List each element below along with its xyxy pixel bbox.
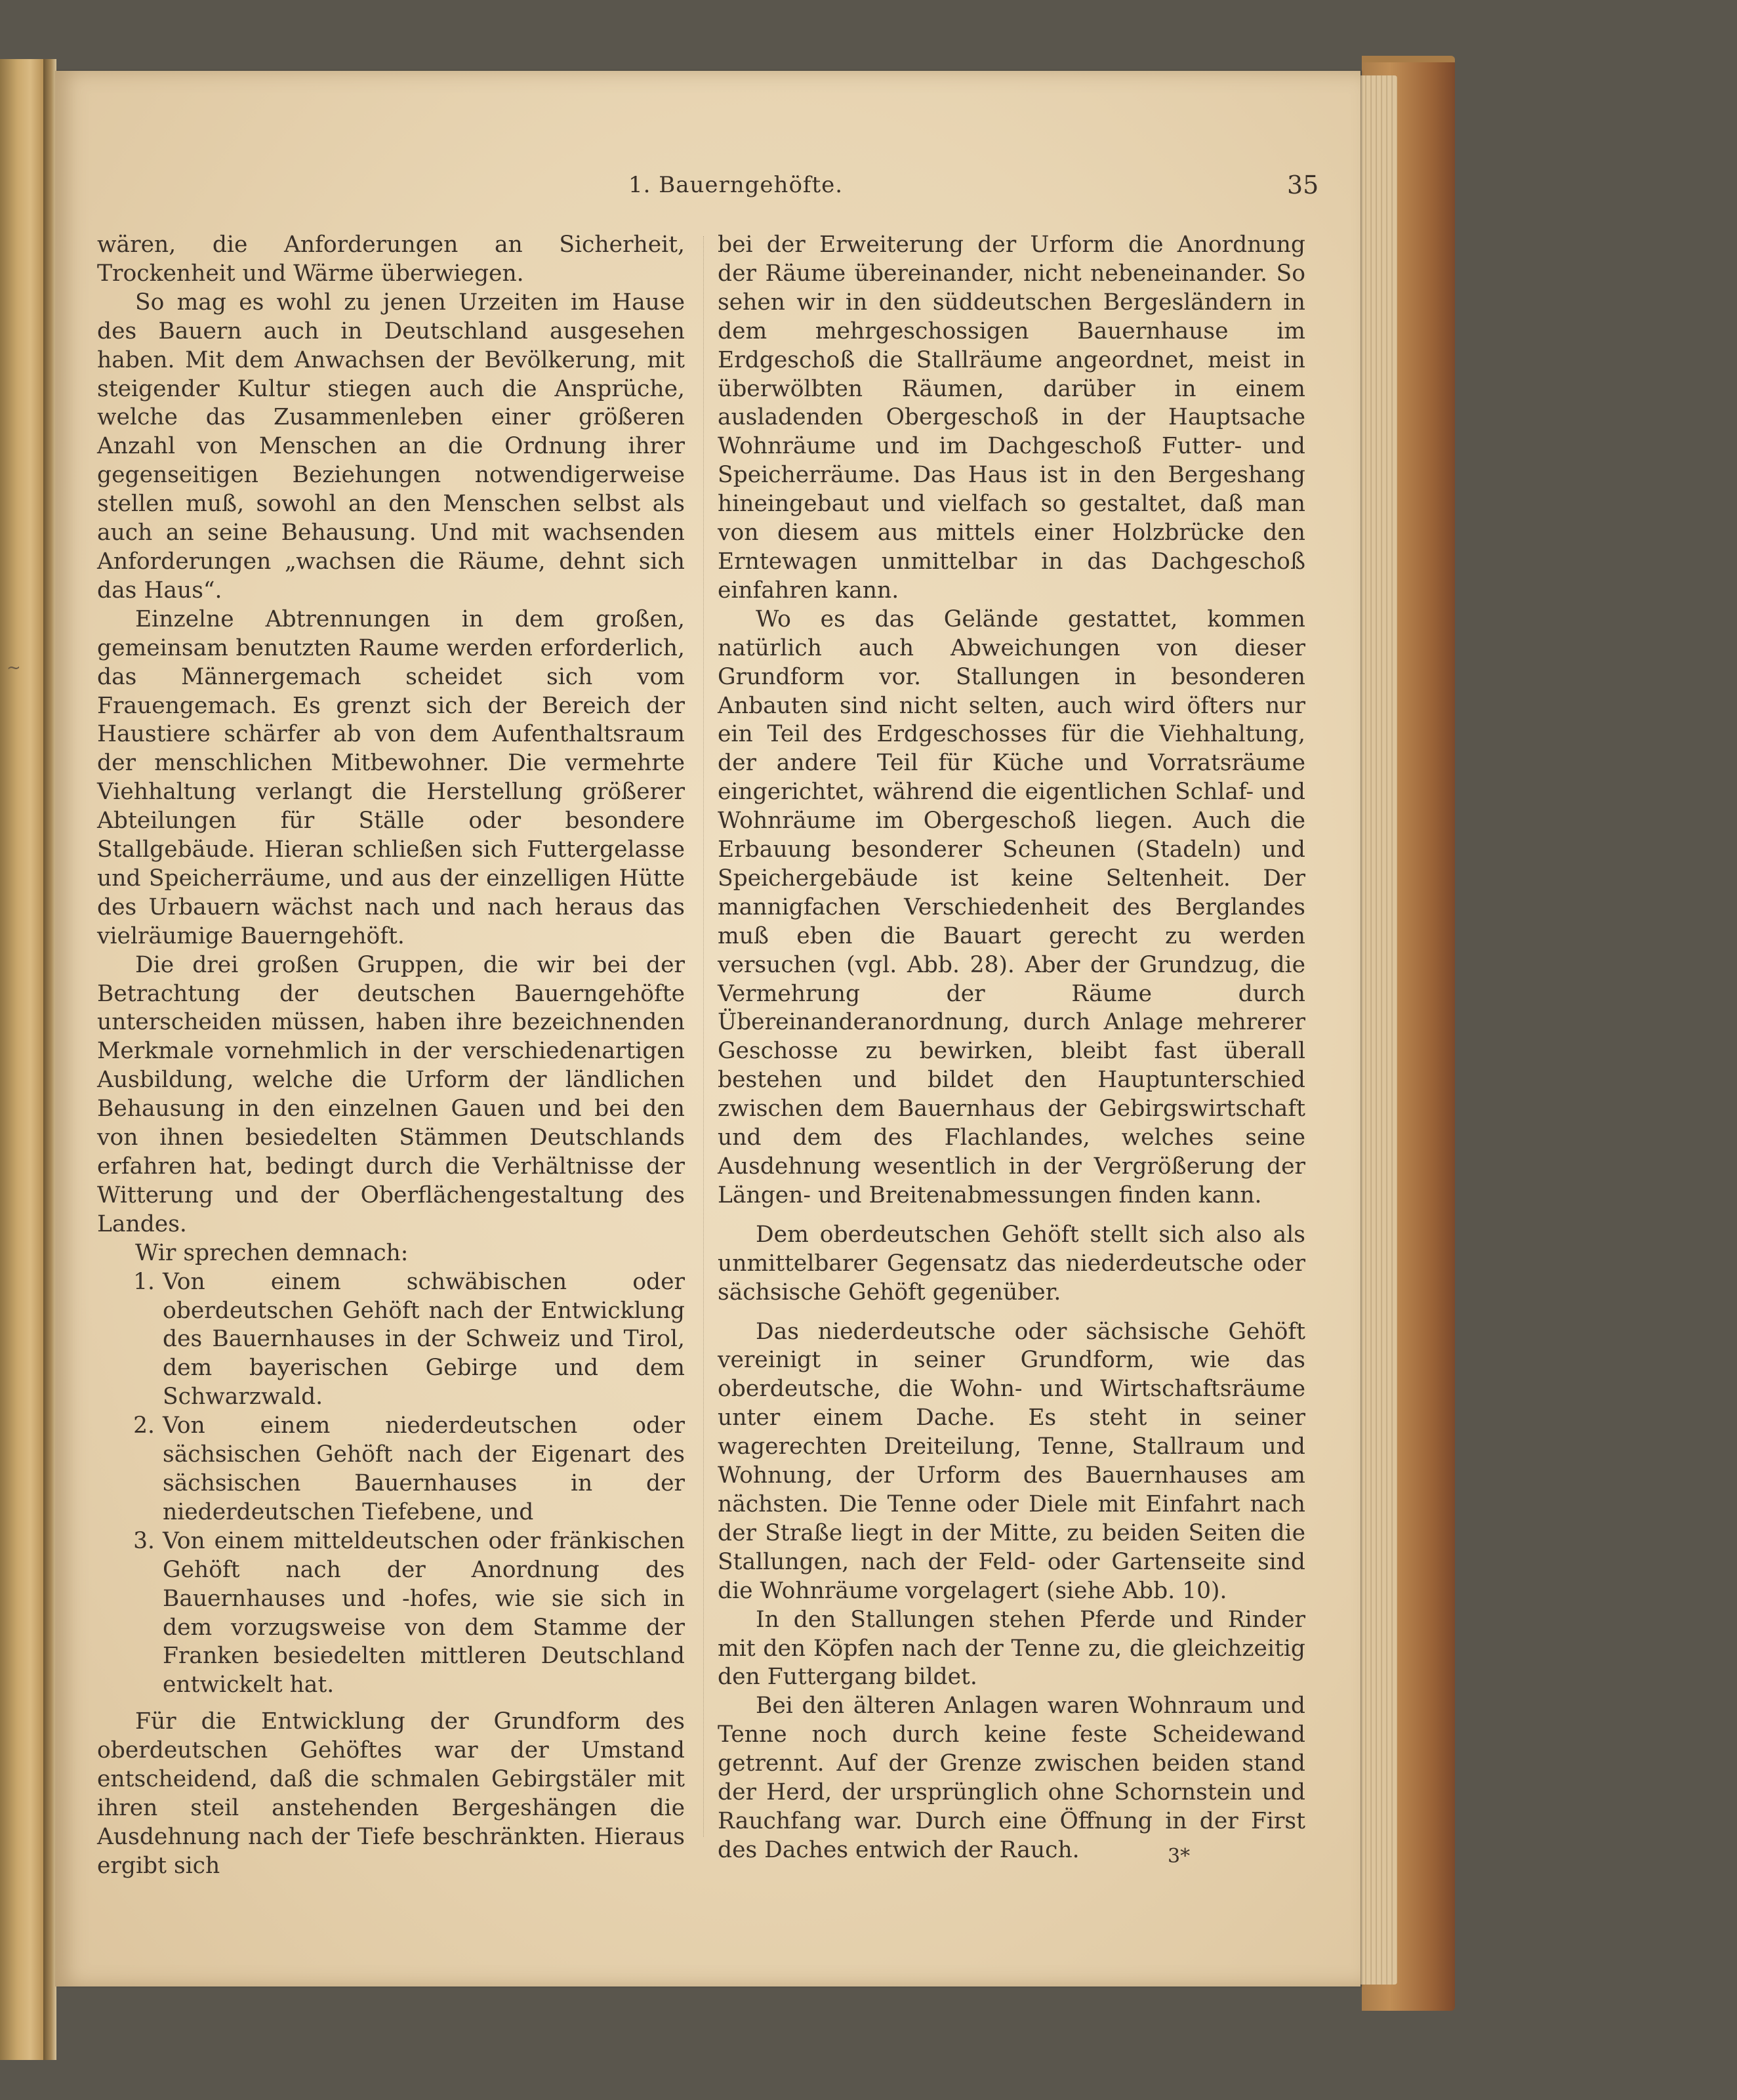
previous-page-edge [0,59,45,2060]
paragraph: Dem oberdeutschen Gehöft stellt sich also als unmittelbarer Gegensatz das niederdeutsche oder sächsische Gehöft gegenüber. [718,1221,1305,1306]
paragraph: Einzelne Abtrennungen in dem großen, gemeinsam benutzten Raume werden erforderlich, das Männergemach scheidet sich vom Frauengemach. Es grenzt sich der Bereich der Haustiere schärfer ab von dem Aufenthaltsraum der menschlichen Mitbewohner. Die vermehrte Viehhaltung verlangt die Herstellung größerer Abteilungen für Ställe oder besondere Stallgebäude. Hieran schließen sich Futtergelasse und Speicherräume, und aus der einzelligen Hütte des Urbauern wächst nach und nach heraus das vielräumige Bauerngehöft. [97,606,685,949]
paragraph: bei der Erweiterung der Urform die Anordnung der Räume übereinander, nicht nebeneinander. So sehen wir in den süddeutschen Bergesländern in dem mehrgeschossigen Bauernhause im Erdgeschoß die Stallräume angeordnet, meist in überwölbten Räumen, darüber in einem ausladenden Obergeschoß in der Hauptsache Wohnräume und im Dachgeschoß Futter- und Speicherräume. Das Haus ist in den Bergeshang hineingebaut und vielfach so gestaltet, daß man von diesem aus mittels einer Holzbrücke den Erntewagen unmittelbar in das Dachgeschoß einfahren kann. [718,232,1305,604]
list-item [97,1527,685,1700]
paragraph: Die drei großen Gruppen, die wir bei der Betrachtung der deutschen Bauerngehöfte unterscheiden müssen, haben ihre bezeichnenden Merkmale vornehmlich in der verschiedenartigen Ausbildung, welche die Urform der ländlichen Behausung in den einzelnen Gauen und bei den von ihnen besiedelten Stämmen Deutschlands erfahren hat, bedingt durch die Verhältnisse der Witterung und der Oberflächengestaltung des Landes. [97,951,685,1237]
paragraph: So mag es wohl zu jenen Urzeiten im Hause des Bauern auch in Deutschland ausgesehen haben. Mit dem Anwachsen der Bevölkerung, mit steigender Kultur stiegen auch die Ansprüche, welche das Zusammenleben einer größeren Anzahl von Menschen an die Ordnung ihrer gegenseitigen Beziehungen notwendigerweise stellen muß, sowohl an den Menschen selbst als auch an seine Behausung. Und mit wachsenden Anforderungen „wachsen die Räume, dehnt sich das Haus“. [97,289,685,604]
list-number: 1. [133,1268,155,1295]
list-text: Von einem mitteldeutschen oder fränkischen Gehöft nach der Anordnung des Bauernhauses und -hofes, wie sie sich in dem vorzugsweise von dem Stamme der Franken besiedelten mittleren Deutschland entwickelt hat. [163,1527,685,1699]
paragraph: Für die Entwicklung der Grundform des oberdeutschen Gehöftes war der Umstand entscheidend, daß die schmalen Gebirgstäler mit ihren steil anstehenden Bergeshängen die Ausdehnung nach der Tiefe beschränkten. Hieraus ergibt sich [97,1708,685,1879]
paragraph: Wir sprechen demnach: [135,1239,409,1266]
paragraph: wären, die Anforderungen an Sicherheit, Trockenheit und Wärme überwiegen. [97,232,685,287]
book-gutter [43,59,56,2060]
column-divider [703,236,704,1837]
paragraph: Wo es das Gelände gestattet, kommen natürlich auch Abweichungen von dieser Grundform vor. Stallungen in besonderen Anbauten sind nicht selten, auch wird öfters nur ein Teil des Erdgeschosses für die Viehhaltung, der andere Teil für Küche und Vorratsräume eingerichtet, während die eigentlichen Schlaf- und Wohnräume im Obergeschoß liegen. Auch die Erbauung besonderer Scheunen (Stadeln) und Speichergebäude ist keine Seltenheit. Der mannigfachen Verschiedenheit des Berglandes muß eben die Bauart gerecht zu werden versuchen (vgl. Abb. 28). Aber der Grundzug, die Vermehrung der Räume durch Übereinanderanordnung, durch Anlage mehrerer Geschosse zu bewirken, bleibt fast überall bestehen und bildet den Hauptunterschied zwischen dem Bauernhaus der Gebirgswirtschaft und dem des Flachlandes, welches seine Ausdehnung wesentlich in der Vergrößerung der Längen- und Breitenabmessungen finden kann. [718,606,1305,1208]
running-head: 1. Bauerngehöfte. [628,172,844,198]
list-item [97,1412,685,1527]
list-text: Von einem schwäbischen oder oberdeutschen Gehöft nach der Entwicklung des Bauernhauses in der Schweiz und Tirol, dem bayerischen Gebirge und dem Schwarzwald. [163,1268,685,1410]
list-text: Von einem niederdeutschen oder sächsischen Gehöft nach der Eigenart des sächsischen Bauernhauses in der niederdeutschen Tiefebene, und [163,1412,685,1525]
left-column [97,231,685,1881]
paragraph: In den Stallungen stehen Pferde und Rinder mit den Köpfen nach der Tenne zu, die gleichzeitig den Futtergang bildet. [718,1606,1305,1691]
right-column [718,231,1305,1865]
list-number: 2. [133,1412,155,1439]
sheet-signature: 3* [1168,1845,1191,1868]
margin-mark: ~ [7,658,21,678]
list-item [97,1268,685,1412]
page-number: 35 [1287,171,1319,199]
paragraph: Das niederdeutsche oder sächsische Gehöft vereinigt in seiner Grundform, wie das oberdeutsche, die Wohn- und Wirtschaftsräume unter einem Dache. Es steht in seiner wagerechten Dreiteilung, Tenne, Stallraum und Wohnung, der Urform des Bauernhauses am nächsten. Die Tenne oder Diele mit Einfahrt nach der Straße liegt in der Mitte, zu beiden Seiten die Stallungen, nach der Feld- oder Gartenseite sind die Wohnräume vorgelagert (siehe Abb. 10). [718,1318,1305,1604]
paragraph: Bei den älteren Anlagen waren Wohnraum und Tenne noch durch keine feste Scheidewand getrennt. Auf der Grenze zwischen beiden stand der Herd, der ursprünglich ohne Schornstein und Rauchfang war. Durch eine Öffnung in der First des Daches entwich der Rauch. [718,1693,1305,1863]
list-number: 3. [133,1527,155,1554]
